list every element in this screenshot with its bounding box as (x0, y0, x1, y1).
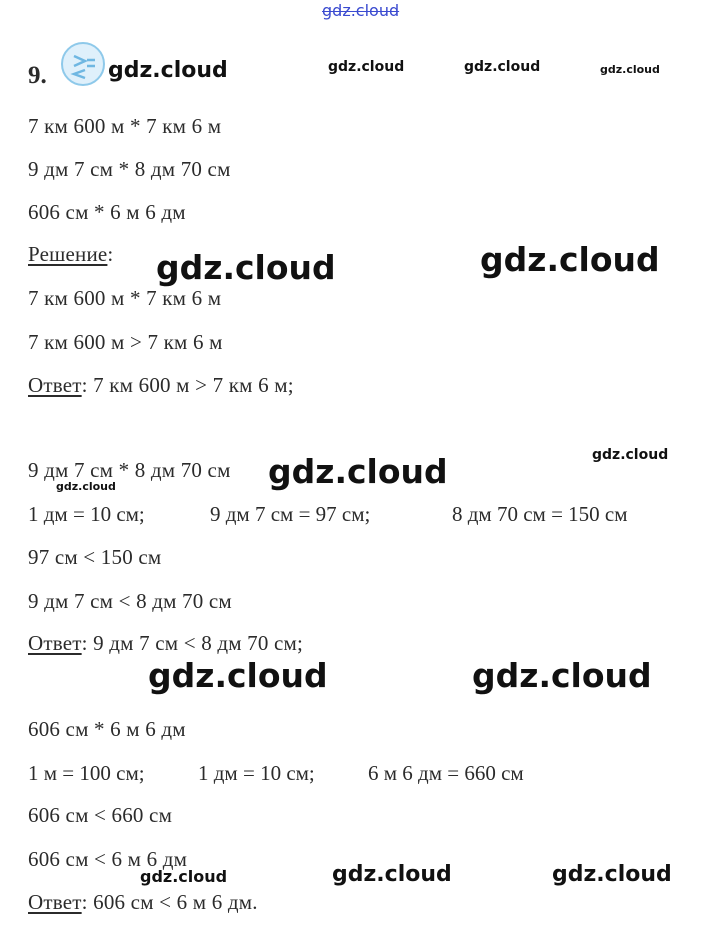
answer-label: Ответ (28, 373, 82, 397)
watermark: gdz.cloud (480, 240, 660, 279)
logo-icon (60, 41, 106, 87)
block3-line3: 606 см < 660 см (28, 803, 173, 827)
block2-conv1: 1 дм = 10 см; (28, 502, 145, 526)
task-number: 9. (28, 62, 47, 89)
task-line-3: 606 см * 6 м 6 дм (28, 200, 186, 224)
watermark: gdz.cloud (156, 248, 336, 287)
block1-line1: 7 км 600 м * 7 км 6 м (28, 286, 222, 310)
watermark: gdz.cloud (332, 862, 452, 887)
answer-text: : 606 см < 6 м 6 дм. (81, 890, 258, 914)
watermark: gdz.cloud (108, 58, 228, 83)
watermark-top: gdz.cloud (322, 1, 400, 20)
answer-text: : 9 дм 7 см < 8 дм 70 см; (81, 631, 304, 655)
block3-conv1: 1 м = 100 см; (28, 761, 145, 785)
block2-answer (28, 631, 303, 656)
block1-answer (28, 373, 294, 398)
watermark: gdz.cloud (140, 867, 228, 886)
block3-line1: 606 см * 6 м 6 дм (28, 717, 186, 741)
block2-line1: 9 дм 7 см * 8 дм 70 см (28, 458, 231, 482)
solution-heading: Решение: (28, 242, 114, 266)
block1-line2: 7 км 600 м > 7 км 6 м (28, 330, 223, 354)
answer-label: Ответ (28, 631, 82, 655)
watermark: gdz.cloud (552, 862, 672, 887)
block2-conv2: 9 дм 7 см = 97 см; (210, 502, 371, 526)
watermark: gdz.cloud (592, 447, 669, 463)
answer-label: Ответ (28, 890, 82, 914)
watermark: gdz.cloud (148, 656, 328, 695)
block2-conv3: 8 дм 70 см = 150 см (452, 502, 628, 526)
watermark: gdz.cloud (464, 59, 541, 75)
block2-line3: 97 см < 150 см (28, 545, 162, 569)
task-line-2: 9 дм 7 см * 8 дм 70 см (28, 157, 231, 181)
block2-line4: 9 дм 7 см < 8 дм 70 см (28, 589, 232, 613)
block3-line4: 606 см < 6 м 6 дм (28, 847, 188, 871)
watermark: gdz.cloud (56, 480, 116, 493)
answer-text: : 7 км 600 м > 7 км 6 м; (81, 373, 294, 397)
solution-label: Решение (28, 242, 108, 266)
watermark: gdz.cloud (600, 63, 660, 76)
watermark: gdz.cloud (328, 59, 405, 75)
block3-conv2: 1 дм = 10 см; (198, 761, 315, 785)
block3-answer (28, 890, 258, 915)
watermark: gdz.cloud (472, 656, 652, 695)
watermark: gdz.cloud (268, 452, 448, 491)
task-line-1: 7 км 600 м * 7 км 6 м (28, 114, 222, 138)
block3-conv3: 6 м 6 дм = 660 см (368, 761, 524, 785)
